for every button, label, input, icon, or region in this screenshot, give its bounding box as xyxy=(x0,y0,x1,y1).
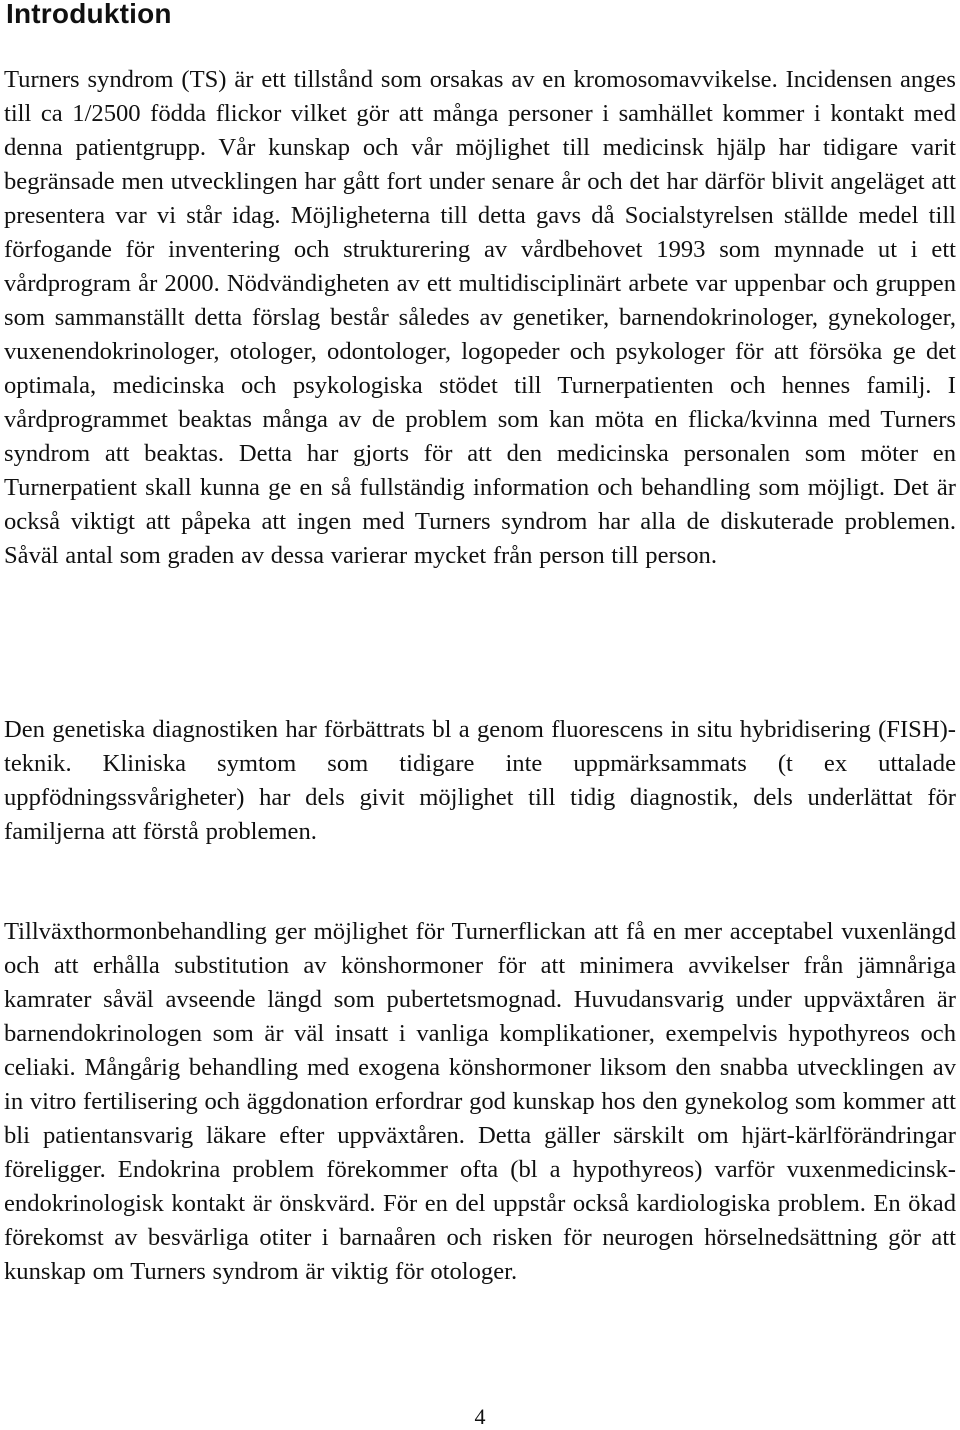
paragraph-introduction: Turners syndrom (TS) är ett tillstånd som orsakas av en kromosomavvikelse. Incidensen anges till ca 1/2500 födda flickor vilket gör att många personer i samhället kommer i kontakt med denna patientgrupp. Vår kunskap och vår möjlighet till medicinsk hjälp har tidigare varit begränsade men utvecklingen har gått fort under senare år och det har därför blivit angeläget att presentera var vi står idag. Möjligheterna till detta gavs då Socialstyrelsen ställde medel till förfogande för inventering och strukturering av vårdbehovet 1993 som mynnade ut i ett vårdprogram år 2000. Nödvändigheten av ett multidisciplinärt arbete var uppenbar och gruppen som sammanställt detta förslag består således av genetiker, barnendokrinologer, gynekologer, vuxenendokrinologer, otologer, odontologer, logopeder och psykologer för att försöka ge det optimala, medicinska och psykologiska stödet till Turnerpatienten och hennes familj. I vårdprogrammet beaktas många av de problem som kan möta en flicka/kvinna med Turners syndrom att beaktas. Detta har gjorts för att den medicinska personalen som möter en Turnerpatient skall kunna ge en så fullständig information och behandling som möjligt. Det är också viktigt att påpeka att ingen med Turners syndrom har alla de diskuterade problemen. Såväl antal som graden av dessa varierar mycket från person till person. xyxy=(4,66,956,569)
section-heading: Introduktion xyxy=(6,0,172,29)
paragraph-growth-hormone: Tillväxthormonbehandling ger möjlighet för Turnerflickan att få en mer acceptabel vuxenlängd och att erhålla substitution av könshormoner för att minimera avvikelser från jämnåriga kamrater såväl avseende längd som pubertetsmognad. Huvudansvarig under uppväxtåren är barnendokrinologen som är väl insatt i vanliga komplikationer, exempelvis hypothyreos och celiaki. Mångårig behandling med exogena könshormoner liksom den snabba utvecklingen av in vitro fertilisering och äggdonation erfordrar god kunskap hos den gynekolog som kommer att bli patientansvarig läkare efter uppväxtåren. Detta gäller särskilt om hjärt-kärlförändringar föreligger. Endokrina problem förekommer ofta (bl a hypothyreos) varför vuxenmedicinsk-endokrinologisk kontakt är önskvärd. För en del uppstår också kardiologiska problem. En ökad förekomst av besvärliga otiter i barnaåren och risken för neurogen hörselnedsättning gör att kunskap om Turners syndrom är viktig för otologer. xyxy=(4,918,956,1285)
page-number: 4 xyxy=(474,1404,486,1429)
paragraph-genetic-diagnostics: Den genetiska diagnostiken har förbättrats bl a genom fluorescens in situ hybridisering (FISH)-teknik. Kliniska symtom som tidigare inte uppmärksammats (t ex uttalade uppfödningssvårigheter) har dels givit möjlighet till tidig diagnostik, dels underlättat för familjerna att förstå problemen. xyxy=(4,716,956,845)
